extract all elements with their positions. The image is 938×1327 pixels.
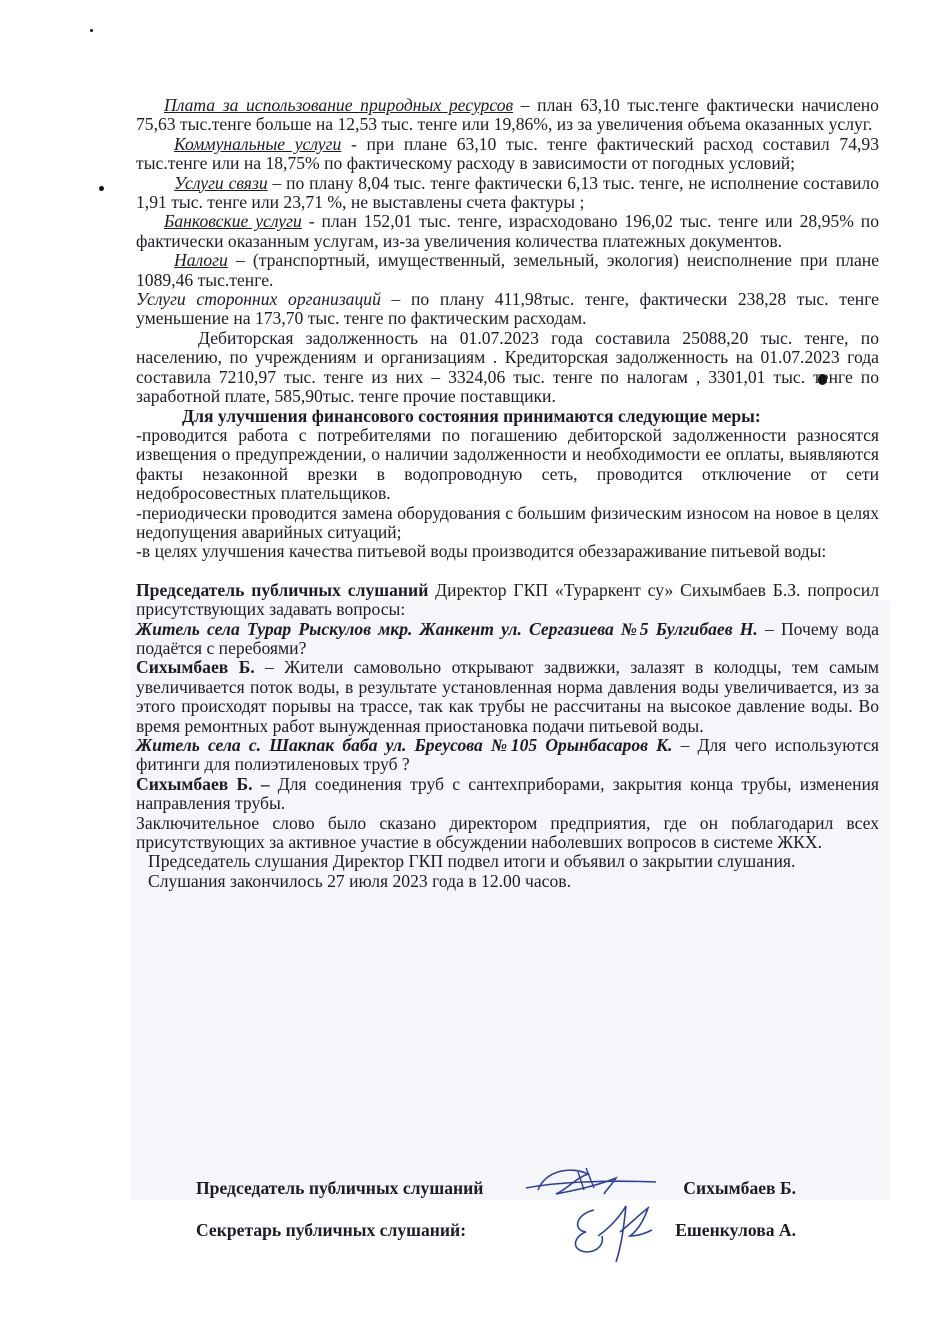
text-communications: – по плану 8,04 тыс. тенге фактически 6,13 тыс. тенге, не исполнение составило 1,91 тыс. тенге или 23,71 %, не выставлены счета фактуры ; [136,172,879,213]
text-question-2: – Для чего используются фитинги для полиэтиленовых труб ? [136,735,879,775]
paragraph-utilities [136,135,879,174]
paragraph-third-party [136,290,879,329]
chair-name: Сихымбаев Б. [683,1178,796,1198]
label-banking: Банковские услуги [164,211,302,232]
measure-item-1: -проводится работа с потребителями по погашению дебиторской задолженности разносятся извещения о предупреждении, о наличии задолженности и необходимости ее оплаты, выявляются факты незаконной врезки в водопроводную сеть, проводится отключение от сети недобросовестных плательщиков. [136,424,879,504]
label-chair: Председатель публичных слушаний [136,579,429,600]
label-answer-1: Сихымбаев Б. [136,657,255,678]
label-natural-resources: Плата за использование природных ресурсов [164,95,514,115]
answer-2 [136,775,879,814]
paragraph-receivables: Дебиторская задолженность на 01.07.2023 года составила 25088,20 тыс. тенге, по населению, по учреждениям и организациям . Кредиторская задолженность на 01.07.2023 года составила 7210,97 тыс. тенге из них – 3324,06 тыс. тенге по налогам , 3301,01 тыс. тенге по заработной плате, 585,90тыс. тенге прочие поставщики. [136,327,879,407]
text-natural-resources: – план 63,10 тыс.тенге фактически начислено 75,63 тыс.тенге больше на 12,53 тыс. тенге или 19,86%, из за увеличения объема оказанных услуг. [136,95,879,135]
answer-1 [136,658,879,736]
secretary-role: Секретарь публичных слушаний: [196,1220,467,1240]
scan-speck [99,186,104,191]
label-communications: Услуги связи [174,172,268,193]
text-question-1: – Почему вода подаётся с перебоями? [136,618,879,658]
paragraph-communications [136,174,879,213]
label-third-party: Услуги сторонних организаций [136,289,381,310]
text-answer-1: – Жители самовольно открывают задвижки, залазят в колодцы, тем самым увеличивается поток воды, в результате установленная норма давления воды увеличивается, из за этого происходят порывы на трассе, так как трубы не рассчитаны на высокое давление воды. Во время ремонтных работ вынужденная приостановка подачи питьевой воды. [136,657,879,736]
paragraph-natural-resources [136,96,879,135]
measures-heading: Для улучшения финансового состояния принимаются следующие меры: [182,405,761,426]
closing-paragraph: Заключительное слово было сказано директором предприятия, где он поблагодарил всех присутствующих за активное участие в обсуждении наболевших вопросов в системе ЖКХ. [136,812,879,853]
secretary-signature [564,1196,664,1268]
text-chair: Директор ГКП «Тураркент су» Сихымбаев Б.З. попросил присутствующих задавать вопросы: [136,579,879,620]
question-1 [136,620,879,659]
measure-item-2: -периодически проводится замена оборудования с большим физическим износом на новое в целях недопущения аварийных ситуаций; [136,502,879,542]
chair-role: Председатель публичных слушаний [196,1178,484,1198]
paragraph-banking [136,212,879,251]
question-2 [136,736,879,775]
text-banking: - план 152,01 тыс. тенге, израсходовано 196,02 тыс. тенге или 28,95% по фактически оказанным услугам, из-за увеличения количества платежных документов. [136,211,879,251]
paragraph-chair [136,581,879,620]
spacer [136,562,879,581]
end-paragraph: Слушания закончилось 27 июля 2023 года в 12.00 часов. [148,870,571,891]
label-answer-2: Сихымбаев Б. – [136,773,270,794]
text-answer-2: Для соединения труб с сантехприборами, закрытия конца трубы, изменения направления трубы. [136,773,880,814]
label-question-2: Житель села с. Шакпак баба ул. Бреусова №105 Орынбасаров К. [136,735,673,755]
measure-item-3: -в целях улучшения качества питьевой воды производится обеззараживание питьевой воды: [136,541,827,562]
label-question-1: Житель села Турар Рыскулов мкр. Жанкент ул. Сергазиева №5 Булгибаев Н. [136,618,758,639]
paragraph-taxes [136,251,879,290]
label-utilities: Коммунальные услуги [174,133,342,154]
summary-paragraph: Председатель слушания Директор ГКП подвел итоги и объявил о закрытии слушания. [148,851,796,872]
document-body [136,96,879,891]
label-taxes: Налоги [174,250,228,271]
text-utilities: - при плане 63,10 тыс. тенге фактический расход составил 74,93 тыс.тенге или на 18,75% по фактическому расходу в зависимости от погодных условий; [136,133,879,174]
text-third-party: – по плану 411,98тыс. тенге, фактически 238,28 тыс. тенге уменьшение на 173,70 тыс. тенге по фактическим расходам. [136,289,879,329]
text-taxes: – (транспортный, имущественный, земельный, экология) неисполнение при плане 1089,46 тыс.тенге. [136,250,879,290]
scan-speck [90,29,93,32]
secretary-name: Ешенкулова А. [675,1220,796,1240]
